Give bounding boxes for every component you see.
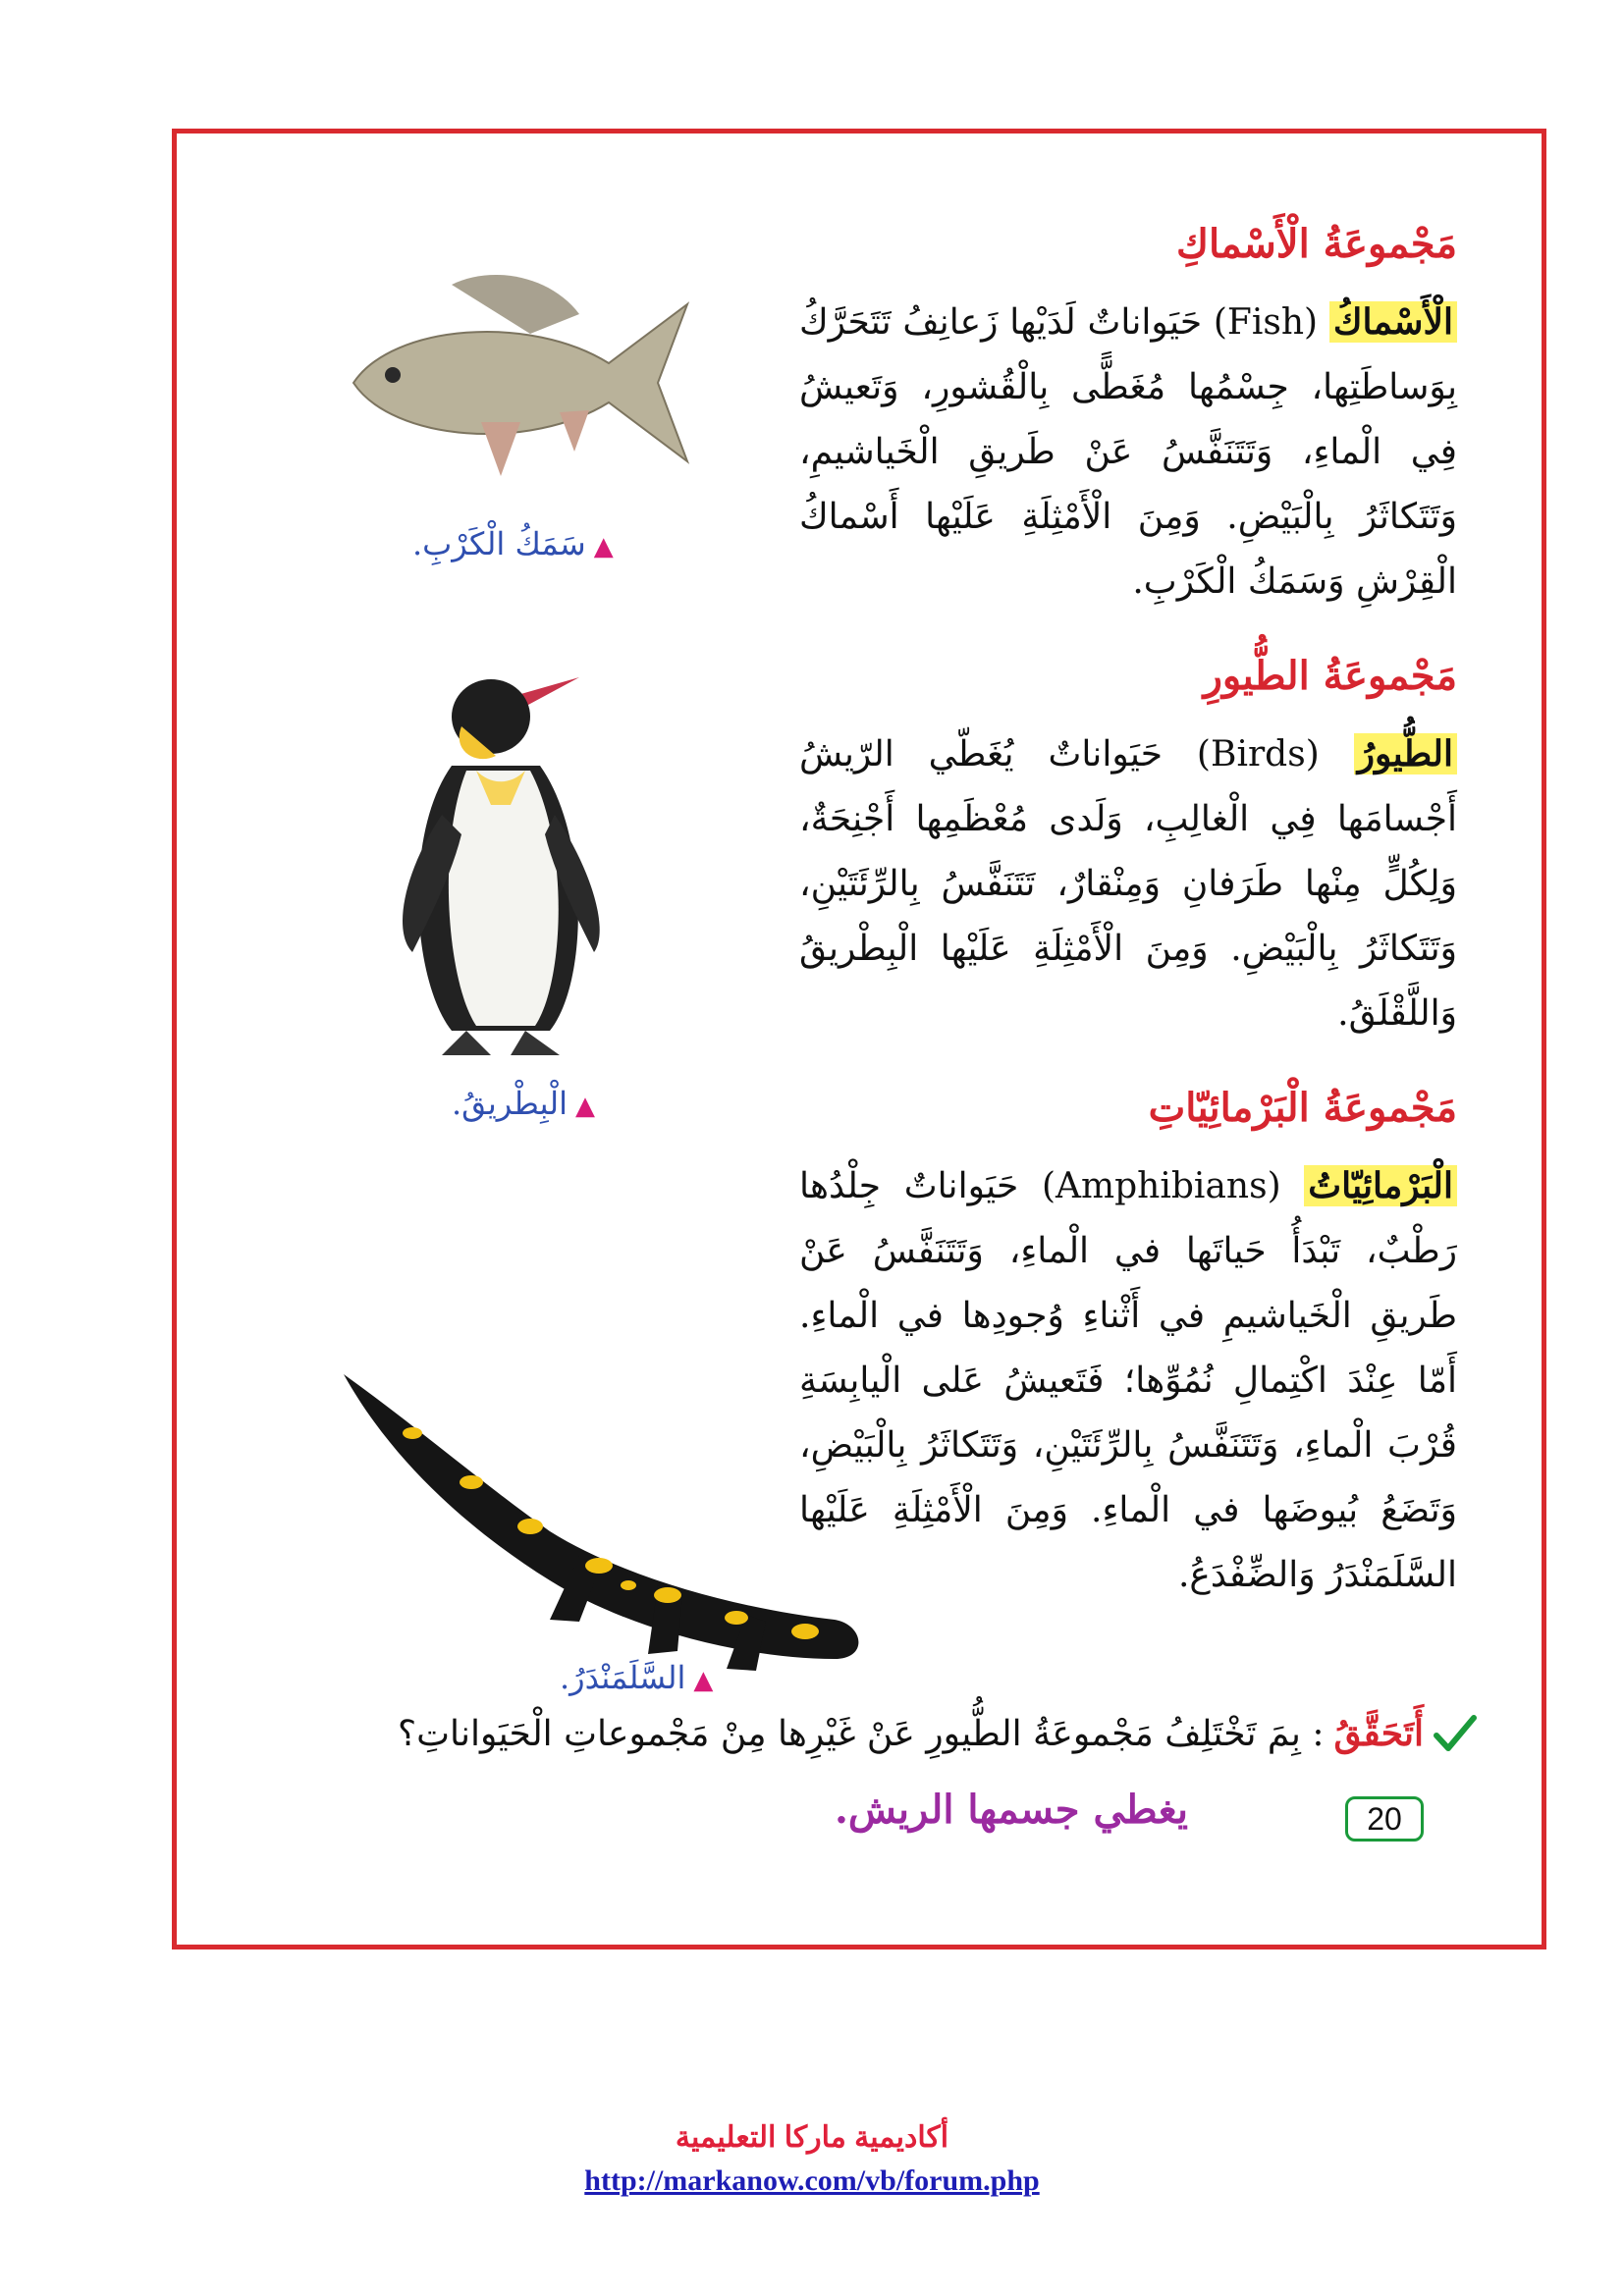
page-number: 20: [1345, 1796, 1424, 1842]
check-label: أَتَحَقَّقُ: [1333, 1713, 1424, 1754]
penguin-caption: [452, 1085, 595, 1122]
fish-caption-text: سَمَكُ الْكَرْبِ.: [412, 525, 586, 562]
footer-link[interactable]: http://markanow.com/vb/forum.php: [584, 2164, 1040, 2197]
amphibians-body: (Amphibians) حَيَواناتٌ جِلْدُها رَطْبٌ، تَبْدَأُ حَياتَها في الْماءِ، وَتَتَنَفَّسُ عَنْ طَريقِ الْخَياشيمِ في أَثْناءِ وُجودِها في الْماءِ. أَمّا عِنْدَ اكْتِمالِ نُمُوِّها؛ فَتَعيشُ عَلى الْيابِسَةِ قُرْبَ الْماءِ، وَتَتَنَفَّسُ بِالرِّئَتَيْنِ، وَتَتَكاثَرُ بِالْبَيْضِ، وَتَضَعُ بُيوضَها في الْماءِ. وَمِنَ الْأَمْثِلَةِ عَلَيْها السَّلَمَنْدَرُ وَالضِّفْدَعُ.: [799, 1166, 1457, 1595]
handwritten-answer: يغطي جسمها الريش.: [835, 1787, 1189, 1833]
fish-paragraph: [799, 290, 1457, 614]
fish-heading: مَجْموعَةُ الْأَسْماكِ: [1176, 221, 1457, 267]
salamander-caption: [560, 1659, 713, 1696]
fish-image: [334, 265, 697, 491]
footer-title: أكاديمية ماركا التعليمية: [675, 2121, 949, 2154]
fish-term: الْأَسْماكُ: [1329, 301, 1457, 343]
check-question-text: : بِمَ تَخْتَلِفُ مَجْموعَةُ الطُّيورِ عَنْ غَيْرِها مِنْ مَجْموعاتِ الْحَيَواناتِ؟: [398, 1713, 1325, 1754]
birds-heading: مَجْموعَةُ الطُّيورِ: [1203, 653, 1457, 699]
birds-term: الطُّيورُ: [1354, 733, 1457, 774]
amphibians-paragraph: [799, 1153, 1457, 1608]
birds-body: (Birds) حَيَواناتٌ يُغَطّي الرّيشُ أَجْسامَها فِي الْغالِبِ، وَلَدى مُعْظَمِها أَجْنِحَةٌ، وَلِكُلٍّ مِنْها طَرَفانِ وَمِنْقارٌ، تَتَنَفَّسُ بِالرِّئَتَيْنِ، وَتَتَكاثَرُ بِالْبَيْضِ. وَمِنَ الْأَمْثِلَةِ عَلَيْها الْبِطْريقُ وَاللَّقْلَقُ.: [799, 734, 1457, 1034]
birds-paragraph: [799, 721, 1457, 1046]
checkmark-icon: [1434, 1714, 1477, 1753]
triangle-bullet-icon: ▲: [593, 532, 614, 561]
salamander-caption-text: السَّلَمَنْدَرُ.: [560, 1659, 686, 1696]
amphibians-term: الْبَرْمائِيّاتُ: [1304, 1165, 1457, 1206]
amphibians-heading: مَجْموعَةُ الْبَرْمائِيّاتِ: [1148, 1085, 1457, 1131]
salamander-image: [334, 1364, 884, 1688]
penguin-caption-text: الْبِطْريقُ.: [452, 1085, 568, 1122]
check-question: [398, 1713, 1477, 1754]
fish-caption: [412, 525, 614, 562]
triangle-bullet-icon: ▲: [574, 1092, 595, 1121]
fish-body: (Fish) حَيَواناتٌ لَدَيْها زَعانِفُ تَتَحَرَّكُ بِوَساطَتِها، جِسْمُها مُغَطًّى بِالْقُشورِ، وَتَعيشُ فِي الْماءِ، وَتَتَنَفَّسُ عَنْ طَريقِ الْخَياشيمِ، وَتَتَكاثَرُ بِالْبَيْضِ. وَمِنَ الْأَمْثِلَةِ عَلَيْها أَسْماكُ الْقِرْشِ وَسَمَكُ الْكَرْبِ.: [799, 302, 1457, 602]
penguin-image: [383, 658, 638, 1070]
triangle-bullet-icon: ▲: [693, 1666, 714, 1695]
